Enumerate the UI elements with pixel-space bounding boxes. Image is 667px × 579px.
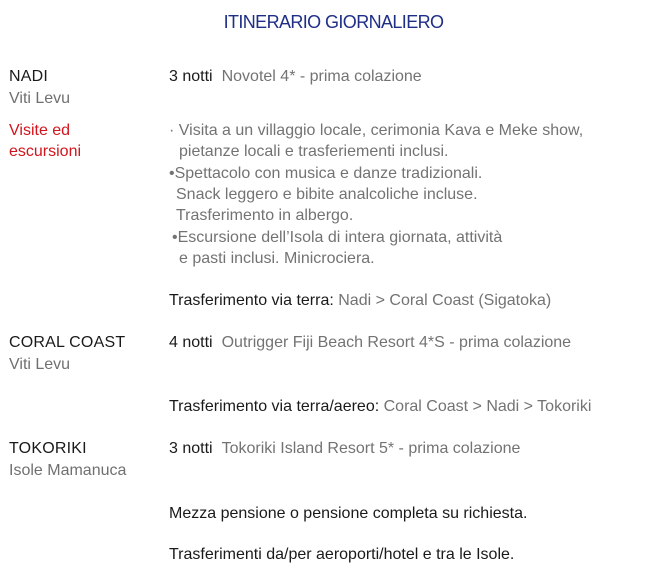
transfer-route: Nadi > Coral Coast (Sigatoka) <box>338 292 552 309</box>
excursions-label-line2: escursioni <box>9 143 82 160</box>
transfer-nadi-coral-coast <box>169 290 551 311</box>
transfer-label: Trasferimento via terra: <box>169 292 334 309</box>
excursion-line: Snack leggero e bibite analcoliche incluse. <box>176 186 478 203</box>
note-transfers: Trasferimenti da/per aeroporti/hotel e tra le Isole. <box>169 546 515 563</box>
stay-nights: 3 notti <box>169 440 213 457</box>
place-region-coral-coast: Viti Levu <box>9 356 71 373</box>
transfer-coral-coast-tokoriki <box>169 396 591 417</box>
stay-coral-coast <box>169 332 571 353</box>
note-board-options: Mezza pensione o pensione completa su richiesta. <box>169 505 528 522</box>
place-name-nadi: NADI <box>9 68 49 85</box>
transfer-label: Trasferimento via terra/aereo: <box>169 398 380 415</box>
excursion-line: Trasferimento in albergo. <box>176 207 354 224</box>
excursion-line: · Visita a un villaggio locale, cerimonia Kava e Meke show, <box>169 122 584 139</box>
page-title: ITINERARIO GIORNALIERO <box>223 12 444 32</box>
transfer-route: Coral Coast > Nadi > Tokoriki <box>383 398 592 415</box>
stay-nights: 3 notti <box>169 68 213 85</box>
stay-tokoriki <box>169 438 520 459</box>
place-name-coral-coast: CORAL COAST <box>9 334 126 351</box>
excursion-line: pietanze locali e trasferiementi inclusi. <box>179 143 449 160</box>
stay-nadi <box>169 66 422 87</box>
excursion-line: •Escursione dell’Isola di intera giornata, attività <box>172 229 503 246</box>
stay-hotel: Tokoriki Island Resort 5* - prima colazione <box>221 440 521 457</box>
excursion-line: •Spettacolo con musica e danze tradizionali. <box>169 165 483 182</box>
stay-nights: 4 notti <box>169 334 213 351</box>
place-region-nadi: Viti Levu <box>9 90 71 107</box>
stay-hotel: Outrigger Fiji Beach Resort 4*S - prima colazione <box>221 334 572 351</box>
stay-hotel: Novotel 4* - prima colazione <box>221 68 422 85</box>
place-region-tokoriki: Isole Mamanuca <box>9 462 127 479</box>
excursion-line: e pasti inclusi. Minicrociera. <box>179 250 375 267</box>
excursions-label-line1: Visite ed <box>9 122 71 139</box>
place-name-tokoriki: TOKORIKI <box>9 440 87 457</box>
